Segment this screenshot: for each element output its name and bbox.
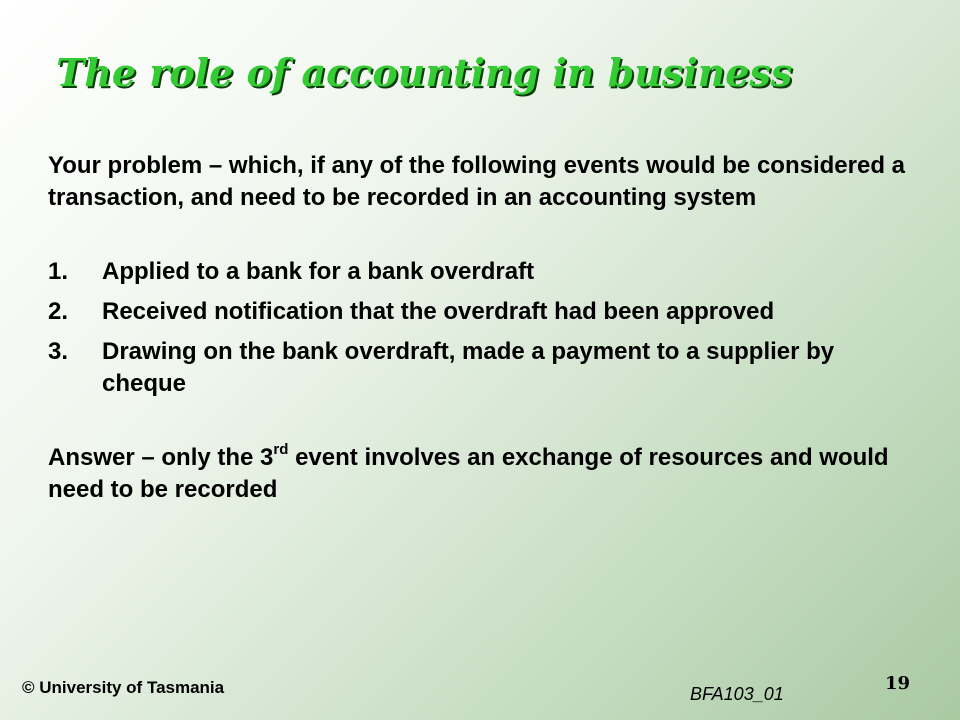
list-item [48,336,918,400]
course-code: BFA103_01 [690,684,784,704]
answer-text-start: Answer – only the 3 [48,444,274,471]
slide-content [48,150,918,506]
list-item-text: Received notification that the overdraft had been approved [102,298,775,325]
list-item-number: 1. [48,258,69,285]
list-item-text: Drawing on the bank overdraft, made a payment to a supplier by cheque [102,338,835,397]
answer-superscript: rd [273,441,289,458]
list-item-number: 3. [48,338,69,365]
copyright-text: © University of Tasmania [22,678,225,697]
list-item [48,256,918,288]
answer-text-end: event involves an exchange of resources and would need to be recorded [48,444,889,503]
problem-statement: Your problem – which, if any of the following events would be considered a transaction, and need to be recorded in an accounting system [48,152,905,211]
list-item-number: 2. [48,298,69,325]
page-number: 19 [885,673,911,694]
list-item-text: Applied to a bank for a bank overdraft [102,258,535,285]
slide-title: The role of accounting in business [56,50,793,95]
answer-statement [48,442,918,506]
list-item [48,296,918,328]
event-list [48,256,918,400]
